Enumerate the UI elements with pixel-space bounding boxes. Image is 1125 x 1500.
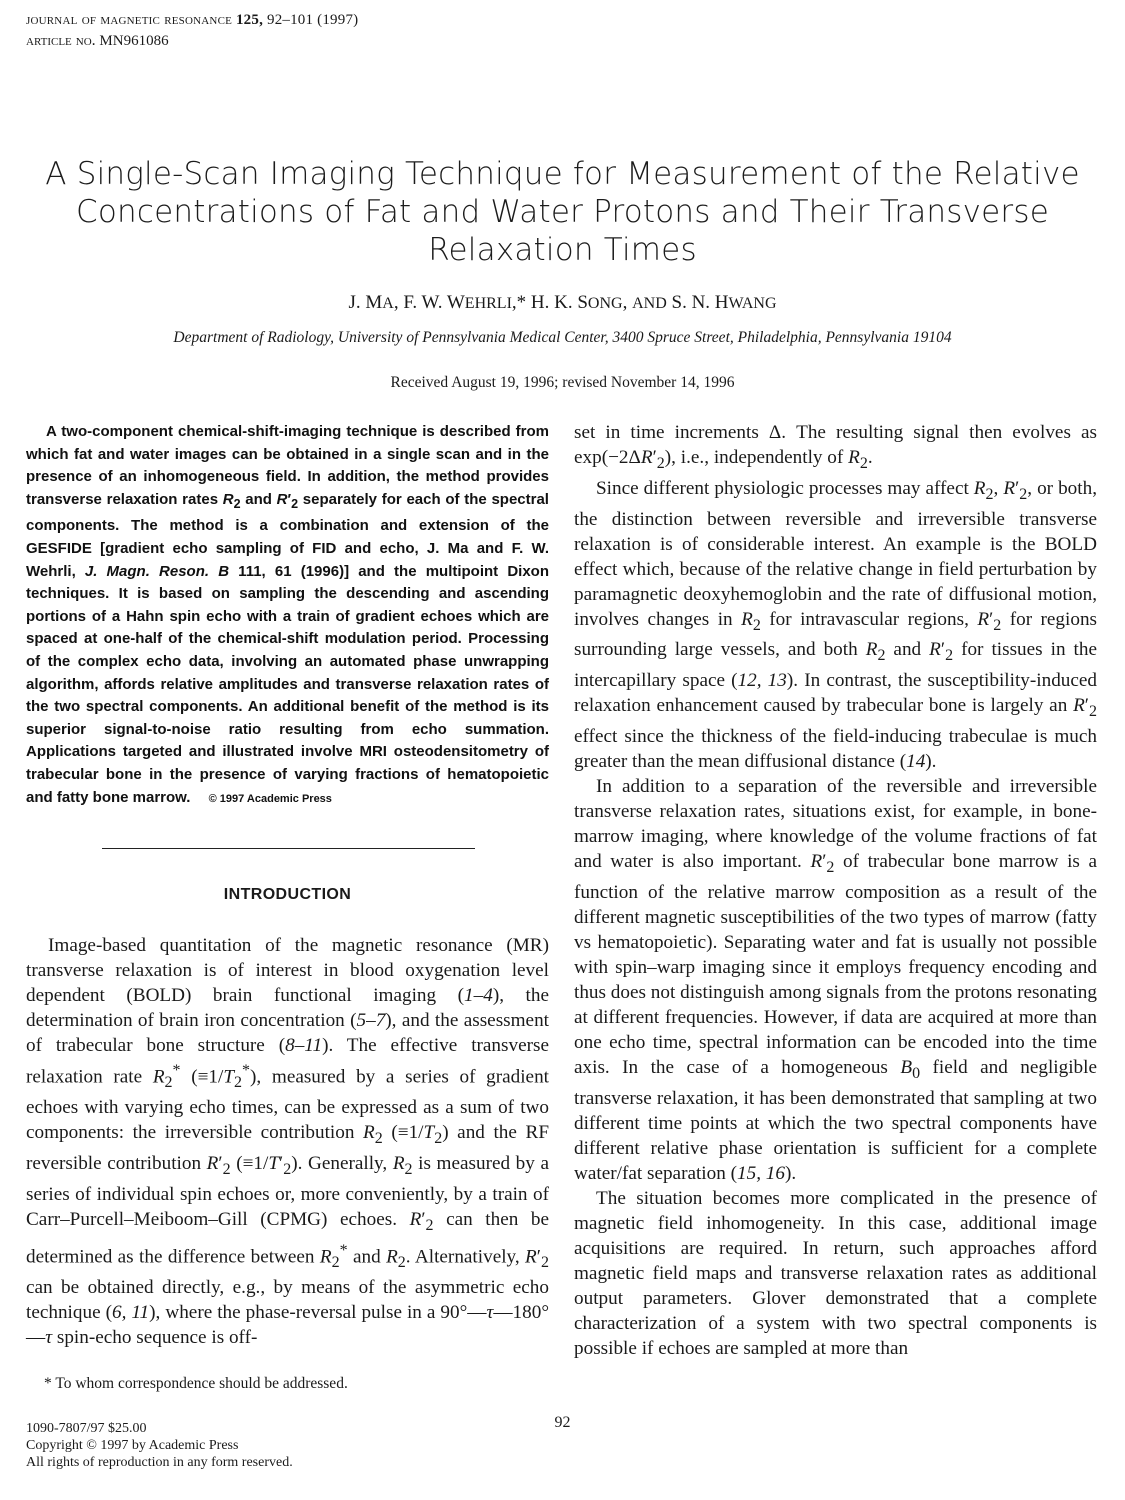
abstract: A two-component chemical-shift-imaging technique is described from which fat and water images can be obtained in a single scan and in the presence of an inhomogeneous field. In addition, the method provides transverse relaxation rates $R_2$ and $R'_2$ separately for each of the spectral components. The method is a combination and extension of the GESFIDE [gradient echo sampling of FID and echo, J. Ma and F. W. Wehrli, J. Magn. Reson. B 111, 61 (1996)] and the multipoint Dixon techniques. It is based on sampling the descending and ascending portions of a Hahn spin echo with a train of gradient echoes which are spaced at one-half of the chemical-shift modulation period. Processing of the complex echo data, involving an automated phase unwrapping algorithm, affords relative amplitudes and transverse relaxation rates of the two spectral components. An additional benefit of the method is its superior signal-to-noise ratio resulting from echo summation. Applications targeted and illustrated involve MRI osteodensitometry of trabecular bone in the presence of varying fractions of hematopoietic and fatty bone marrow. © 1997 Academic Press: [26, 423, 549, 806]
introduction-heading: INTRODUCTION: [223, 886, 352, 903]
body-text-right-column: set in time increments Δ. The resulting signal then evolves as $\exp(-2\Delta R'_2)$, i.e., independently of $R_2$. Since different physiologic processes may affect $R_2$, $R'_2$, or both, the distinction between reversible and irreversible transverse relaxation is of considerable interest. An example is the BOLD effect which, because of the relative change in field perturbation by paramagnetic deoxyhemoglobin and the rate of diffusional motion, involves changes in $R_2$ for intravascular regions, $R'_2$ for regions surrounding large vessels, and both $R_2$ and $R'_2$ for tissues in the intercapillary space (12, 13). In contrast, the susceptibility-induced relaxation enhancement caused by trabecular bone is largely an $R'_2$ effect since the thickness of the field-inducing trabeculae is much greater than the mean diffusional distance (14). In addition to a separation of the reversible and irreversible transverse relaxation rates, situations exist, for example, in bone-marrow imaging, where knowledge of the volume fractions of fat and water is also important. $R'_2$ of trabecular bone marrow is a function of the relative marrow composition as a result of the different magnetic susceptibilities of the two types of marrow (fatty vs hematopoietic). Separating water and fat is usually not possible with spin–warp imaging since it employs frequency encoding and thus does not distinguish among signals from the protons resonating at different frequencies. However, if data are acquired at more than one echo time, spectral information can be encoded into the time axis. In the case of a homogeneous $B_0$ field and negligible transverse relaxation, it has been demonstrated that sampling at two different time points at which the two spectral components have different relative phase orientation is sufficient for a complete water/fat separation (15, 16). The situation becomes more complicated in the presence of magnetic field inhomogeneity. In this case, additional image acquisitions are required. In return, such approaches afford magnetic field maps and transverse relaxation rates as additional output parameters. Glover demonstrated that a complete characterization of a system with two spectral components is possible if echoes are sampled at more than: [574, 422, 1098, 1359]
publication-info: [26, 1420, 293, 1471]
article-label: article no.: [26, 32, 96, 49]
journal-pages-year: 92–101 (1997): [267, 12, 359, 28]
body-text-left-column: Image-based quantitation of the magnetic resonance (MR) transverse relaxation is of interest in blood oxygenation level dependent (BOLD) brain functional imaging (1–4), the determination of brain iron concentration (5–7), and the assessment of trabecular bone structure (8–11). The effective transverse relaxation rate $R_2^*$ $(\equiv 1/T_2^*)$, measured by a series of gradient echoes with varying echo times, can be expressed as a sum of two components: the irreversible contribution $R_2$ $(\equiv 1/T_2)$ and the RF reversible contribution $R'_2$ $(\equiv 1/T'_2)$. Generally, $R_2$ is measured by a series of individual spin echoes or, more conveniently, by a train of Carr–Purcell–Meiboom–Gill (CPMG) echoes. $R'_2$ can then be determined as the difference between $R_2^*$ and $R_2$. Alternatively, $R'_2$ can be obtained directly, e.g., by means of the asymmetric echo technique (6, 11), where the phase-reversal pulse in a 90°—τ—180°—τ spin-echo sequence is off-: [26, 935, 549, 1348]
authors: J. MA, F. W. WEHRLI,* H. K. SONG, AND S. N. HWANG: [348, 292, 777, 313]
abstract-copyright: © 1997 Academic Press: [208, 792, 332, 805]
section-divider: [102, 848, 475, 849]
journal-citation: [26, 9, 358, 31]
received-dates: Received August 19, 1996; revised November 14, 1996: [390, 374, 735, 391]
copyright-notice: Copyright © 1997 by Academic Press: [26, 1438, 239, 1453]
article-number: [26, 30, 169, 52]
footnote: * To whom correspondence should be addressed.: [44, 1375, 348, 1392]
journal-volume: 125,: [235, 12, 264, 28]
journal-name: journal of magnetic resonance: [26, 11, 233, 28]
paper-title: A Single-Scan Imaging Technique for Measurement of the Relative Concentrations of Fat and Water Protons and Their Transverse Relaxation Times: [45, 156, 1080, 268]
article-id: MN961086: [99, 33, 169, 49]
rights-notice: All rights of reproduction in any form reserved.: [26, 1455, 293, 1470]
issn-price: 1090-7807/97 $25.00: [26, 1421, 147, 1436]
affiliation: Department of Radiology, University of Pennsylvania Medical Center, 3400 Spruce Street, Philadelphia, Pennsylvania 19104: [173, 329, 952, 346]
page-number: 92: [554, 1414, 571, 1431]
